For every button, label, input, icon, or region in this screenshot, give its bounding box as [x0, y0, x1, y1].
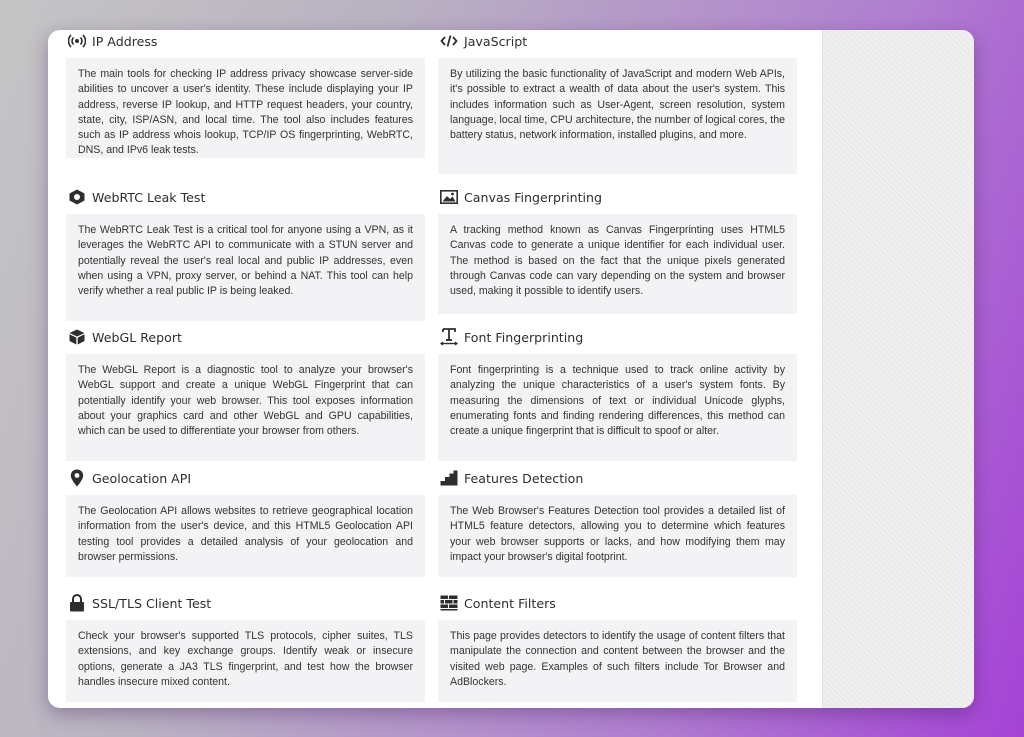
tool-description: By utilizing the basic functionality of JavaScript and modern Web APIs, it's possible to extract a wealth of data about the user's system. This includes information such as User-Agent, screen resolution, system language, local time, CPU architecture, the number of logical cores, the battery status, network information, installed plugins, and more.	[438, 58, 797, 174]
tool-title-canvas-fingerprinting[interactable]	[440, 186, 797, 208]
tool-description: A tracking method known as Canvas Fingerprinting uses HTML5 Canvas code to generate a unique identifier for each individual user. The method is based on the fact that the unique pixels generated through Canvas code can vary depending on the system and browser used, making it possible to identify users.	[438, 214, 797, 314]
tool-title-geolocation-api[interactable]	[68, 467, 425, 489]
lock-icon	[68, 595, 86, 611]
tool-card-font-fingerprinting	[438, 326, 797, 461]
tool-description: The WebRTC Leak Test is a critical tool for anyone using a VPN, as it leverages the WebRTC API to communicate with a STUN server and potentially reveal the user's real local and public IP addresses, even when using a VPN, proxy server, or behind a NAT. This tool can help verify whether a real public IP is being leaked.	[66, 214, 425, 321]
tool-title-label: Content Filters	[464, 595, 556, 611]
tool-title-features-detection[interactable]	[440, 467, 797, 489]
webrtc-icon	[68, 189, 86, 205]
tool-title-label: Font Fingerprinting	[464, 329, 584, 345]
tools-page-window	[48, 30, 974, 708]
tool-title-label: WebRTC Leak Test	[92, 189, 206, 205]
tool-description: Font fingerprinting is a technique used to track online activity by analyzing the unique characteristics of a user's system fonts. By measuring the dimensions of text or individual Unicode glyphs, enumerating fonts and finding rendering differences, this method can create a unique fingerprint that is difficult to spoof or alter.	[438, 354, 797, 461]
tool-title-label: Geolocation API	[92, 470, 192, 486]
tool-title-label: Canvas Fingerprinting	[464, 189, 603, 205]
tool-description: The WebGL Report is a diagnostic tool to analyze your browser's WebGL support and create a unique WebGL Fingerprint that can potentially identify your web browser. This tool exposes information about your graphics card and other WebGL and GPU capabilities, which can be used to differentiate your browser from others.	[66, 354, 425, 461]
tool-card-ip-address	[66, 30, 425, 158]
tool-title-javascript[interactable]	[440, 30, 797, 52]
tool-title-font-fingerprinting[interactable]	[440, 326, 797, 348]
tool-description: The main tools for checking IP address privacy showcase server-side abilities to uncover a user's identity. These include displaying your IP address, reverse IP lookup, and HTTP request headers, your country, state, city, ISP/ASN, and local time. The tool also includes features such as IP address whois lookup, TCP/IP OS fingerprinting, WebRTC, DNS, and IPv6 leak tests.	[66, 58, 425, 158]
tool-title-label: SSL/TLS Client Test	[92, 595, 212, 611]
cube-icon	[68, 329, 86, 345]
sidebar-background	[822, 30, 974, 708]
tool-card-webgl-report	[66, 326, 425, 461]
tool-title-ip-address[interactable]	[68, 30, 425, 52]
tool-card-canvas-fingerprinting	[438, 186, 797, 314]
tool-description: Check your browser's supported TLS protocols, cipher suites, TLS extensions, and key exchange groups. Identify weak or insecure options, generate a JA3 TLS fingerprint, and test how the browser handles insecure mixed content.	[66, 620, 425, 702]
stairs-icon	[440, 470, 458, 486]
tool-description: The Geolocation API allows websites to retrieve geographical location information from the user's device, and this HTML5 Geolocation API testing tool provides a detailed analysis of your geolocation and browser permissions.	[66, 495, 425, 577]
tool-title-webgl-report[interactable]	[68, 326, 425, 348]
tool-title-label: JavaScript	[464, 33, 528, 49]
tool-card-content-filters	[438, 592, 797, 702]
tool-title-label: IP Address	[92, 33, 158, 49]
tool-title-label: WebGL Report	[92, 329, 182, 345]
tool-card-geolocation-api	[66, 467, 425, 577]
tool-card-features-detection	[438, 467, 797, 577]
tool-title-ssl-tls-client-test[interactable]	[68, 592, 425, 614]
broadcast-icon	[68, 33, 86, 49]
tool-title-content-filters[interactable]	[440, 592, 797, 614]
map-pin-icon	[68, 470, 86, 486]
text-cursor-icon	[440, 329, 458, 345]
tool-description: The Web Browser's Features Detection tool provides a detailed list of HTML5 feature detectors, allowing you to determine which features your web browser supports or lacks, and how modifying them may impact your browser's digital footprint.	[438, 495, 797, 577]
tool-title-label: Features Detection	[464, 470, 584, 486]
tool-card-javascript	[438, 30, 797, 174]
tool-card-webrtc-leak-test	[66, 186, 425, 321]
image-icon	[440, 189, 458, 205]
brick-wall-icon	[440, 595, 458, 611]
tool-title-webrtc-leak-test[interactable]	[68, 186, 425, 208]
tool-description: This page provides detectors to identify the usage of content filters that manipulate the connection and content between the browser and the visited web page. Examples of such filters include Tor Browser and AdBlockers.	[438, 620, 797, 702]
tool-card-ssl-tls-client-test	[66, 592, 425, 702]
code-icon	[440, 33, 458, 49]
